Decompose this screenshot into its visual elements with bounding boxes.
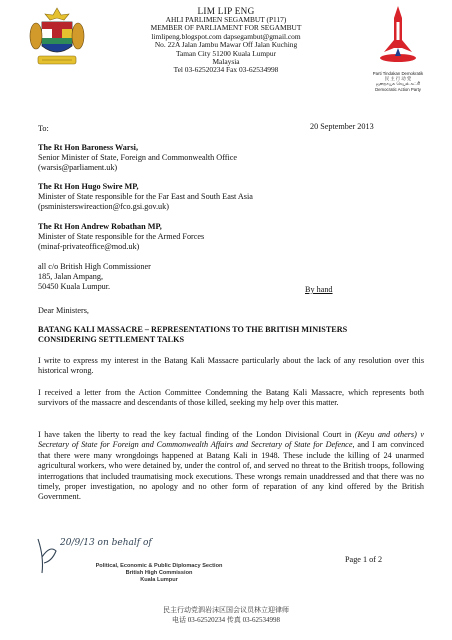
page-number: Page 1 of 2 (345, 555, 383, 564)
stamp-city: Kuala Lumpur (140, 577, 178, 583)
subject-line-1: BATANG KALI MASSACRE – REPRESENTATIONS TO THE BRITISH MINISTERS (38, 325, 348, 334)
recipient-3-title: Minister of State responsible for the Armed Forces (38, 232, 205, 241)
paragraph-3 (38, 430, 424, 503)
footer-chinese: 民主行动党泗岩沫区国会议员林立迎律师 (163, 606, 289, 614)
mp-role: MEMBER OF PARLIAMENT FOR SEGAMBUT (150, 23, 302, 33)
logo-caption-chinese: 民 主 行 动 党 (384, 76, 412, 82)
recipient-1-email: (warsis@parliament.uk) (38, 163, 118, 172)
logo-caption-malay: Parti Tindakan Demokratik (372, 71, 424, 76)
recipient-3-email: (minaf-privateoffice@mod.uk) (38, 242, 140, 251)
stamp-section: Political, Economic & Public Diplomacy Section (95, 563, 223, 569)
via-line-2: 185, Jalan Ampang, (38, 272, 104, 281)
handwritten-annotation: 20/9/13 on behalf of (60, 538, 152, 548)
address-line-1: No. 22A Jalan Jambu Mawar Off Jalan Kuching (154, 40, 298, 50)
subject-line-2: CONSIDERING SETTLEMENT TALKS (38, 335, 185, 344)
recipient-2-title: Minister of State responsible for the Far East and South East Asia (38, 192, 253, 201)
logo-caption-english: Democratic Action Party (375, 86, 421, 92)
received-stamp (34, 537, 244, 593)
recipient-2-name: The Rt Hon Hugo Swire MP, (38, 182, 139, 191)
contact-web-email: limlipeng.blogspot.com dapsegambut@gmail.com (151, 31, 301, 41)
phone-fax: Tel 03-62520234 Fax 03-62534998 (173, 65, 279, 75)
constituency: AHLI PARLIMEN SEGAMBUT (P117) (165, 15, 287, 24)
recipient-1-title: Senior Minister of State, Foreign and Commonwealth Office (38, 153, 238, 162)
recipient-2-email: (psministerswireaction@fco.gsi.gov.uk) (38, 202, 169, 211)
to-label: To: (38, 124, 49, 133)
paragraph-3-body: , and I am convinced that there were many wrongdoings happened at Batang Kali in 1948. These include the killing of 24 unarmed agricultural workers, who were detained by, under the control of, and served no threat to the British troops, following interrogations that included traumatising mock executions. These wrongs remain unaddressed and that there was no timely, proper investigation, no apology and no other form of reparation of any kind offered by the British Government. (38, 440, 424, 502)
delivery-method: By hand (305, 285, 333, 294)
logo-caption-tamil: ஜனநாயக செயல் கட்சி (375, 81, 421, 87)
party-logo (372, 4, 424, 96)
letter-date: 20 September 2013 (310, 122, 374, 131)
recipient-3-name: The Rt Hon Andrew Robathan MP, (38, 222, 162, 231)
via-line-3: 50450 Kuala Lumpur. (38, 282, 111, 291)
via-line-1: all c/o British High Commissioner (38, 262, 151, 271)
rocket-logo-icon (372, 4, 424, 66)
stamp-commission: British High Commission (125, 570, 193, 576)
salutation: Dear Ministers, (38, 306, 89, 315)
mp-name: LIM LIP ENG (197, 6, 255, 16)
paragraph-2: I received a letter from the Action Committee Condemning the Batang Kali Massacre, which represents both survivors of the massacre and descendants of those killed, seeking my help over this matter. (38, 388, 424, 408)
case-citation: (Keyu and others) v Secretary of State for Foreign and Commonwealth Affairs and Secretary of State for Defence (38, 430, 424, 450)
recipient-1-name: The Rt Hon Baroness Warsi, (38, 143, 139, 152)
footer-phone: 电话 03-62520234 传真 03-62534998 (172, 616, 280, 624)
country: Malaysia (212, 57, 240, 67)
paragraph-3-intro: I have taken the liberty to read the key factual finding of the London Divisional Court in (38, 430, 355, 439)
paragraph-1: I write to express my interest in the Batang Kali Massacre particularly about the lack of any resolution over this historical wrong. (38, 356, 424, 376)
address-line-2: Taman City 51200 Kuala Lumpur (175, 48, 277, 58)
